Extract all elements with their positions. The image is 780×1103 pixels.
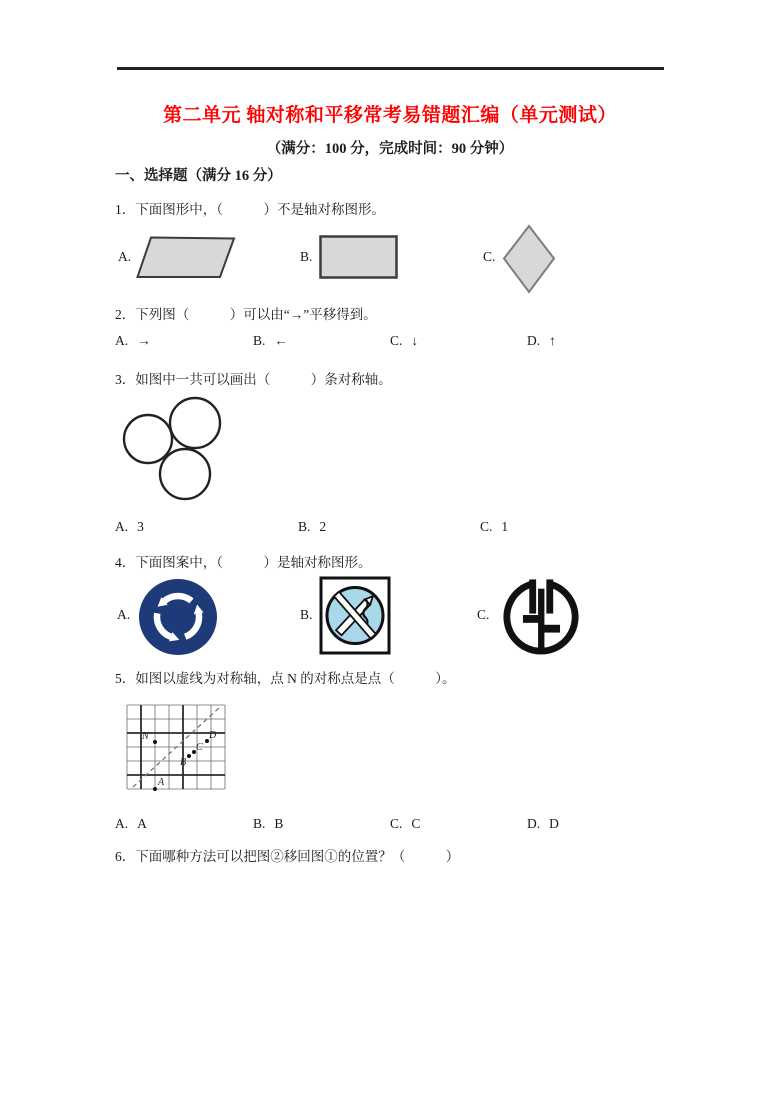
- left-arrow-icon: ←: [274, 333, 288, 348]
- parallelogram-shape: [136, 235, 236, 280]
- option-label-b: B.: [300, 607, 313, 622]
- page-title: 第二单元 轴对称和平移常考易错题汇编（单元测试）: [163, 105, 617, 126]
- option-c: C. ↓: [390, 333, 419, 348]
- point-label-c: C: [196, 742, 203, 753]
- option-label-c: C.: [477, 607, 490, 622]
- question-6-text: 6．下面哪种方法可以把图②移回图①的位置？（ ）: [115, 849, 460, 864]
- option-a: A. →: [115, 333, 151, 348]
- question-1-options: [115, 224, 680, 296]
- option-b: B. ←: [253, 333, 288, 348]
- option-a: A. 3: [115, 519, 144, 534]
- option-b: B. 2: [298, 519, 327, 534]
- option-a: A. A: [115, 816, 147, 831]
- option-c: C. 1: [480, 519, 509, 534]
- up-arrow-icon: ↑: [549, 333, 556, 348]
- point-label-a: A: [158, 777, 165, 788]
- no-fire-pen-sign-icon: [319, 576, 391, 655]
- option-label-a: A.: [118, 249, 132, 264]
- option-d: D. ↑: [527, 333, 556, 348]
- question-3-text: 3．如图中一共可以画出（ ）条对称轴。: [115, 372, 392, 387]
- exam-meta: （满分：100 分，完成时间：90 分钟）: [266, 141, 514, 157]
- point-label-b: B: [180, 757, 187, 768]
- rectangle-shape: [319, 235, 399, 280]
- point-label-d: D: [209, 730, 217, 741]
- question-4-options: [115, 576, 680, 660]
- option-label-a: A.: [117, 607, 131, 622]
- question-1-text: 1．下面图形中，（ ）不是轴对称图形。: [115, 202, 385, 217]
- option-label-c: C.: [483, 249, 496, 264]
- option-c: C. C: [390, 816, 421, 831]
- point-label-n: N: [142, 731, 149, 742]
- rhombus-shape: [501, 224, 557, 294]
- three-circles-figure: [120, 396, 228, 502]
- section-heading: 一、选择题（满分 16 分）: [115, 168, 282, 184]
- right-arrow-icon: →: [137, 333, 151, 348]
- option-b: B. B: [253, 816, 284, 831]
- question-5-text: 5．如图以虚线为对称轴，点 N 的对称点是点（ ）。: [115, 671, 456, 686]
- grid-figure: [121, 700, 233, 796]
- question-2-options: [115, 333, 680, 353]
- option-d: D. D: [527, 816, 559, 831]
- bank-wheat-logo-icon: [498, 576, 584, 656]
- question-4-text: 4．下面图案中，（ ）是轴对称图形。: [115, 555, 372, 570]
- header-divider: [117, 67, 664, 70]
- roundabout-sign-icon: [138, 578, 218, 656]
- down-arrow-icon: ↓: [411, 333, 419, 348]
- option-label-b: B.: [300, 249, 313, 264]
- question-2-text: 2．下列图（ ）可以由“→”平移得到。: [115, 307, 377, 322]
- question-5-options: [115, 816, 680, 836]
- question-3-options: [115, 519, 680, 539]
